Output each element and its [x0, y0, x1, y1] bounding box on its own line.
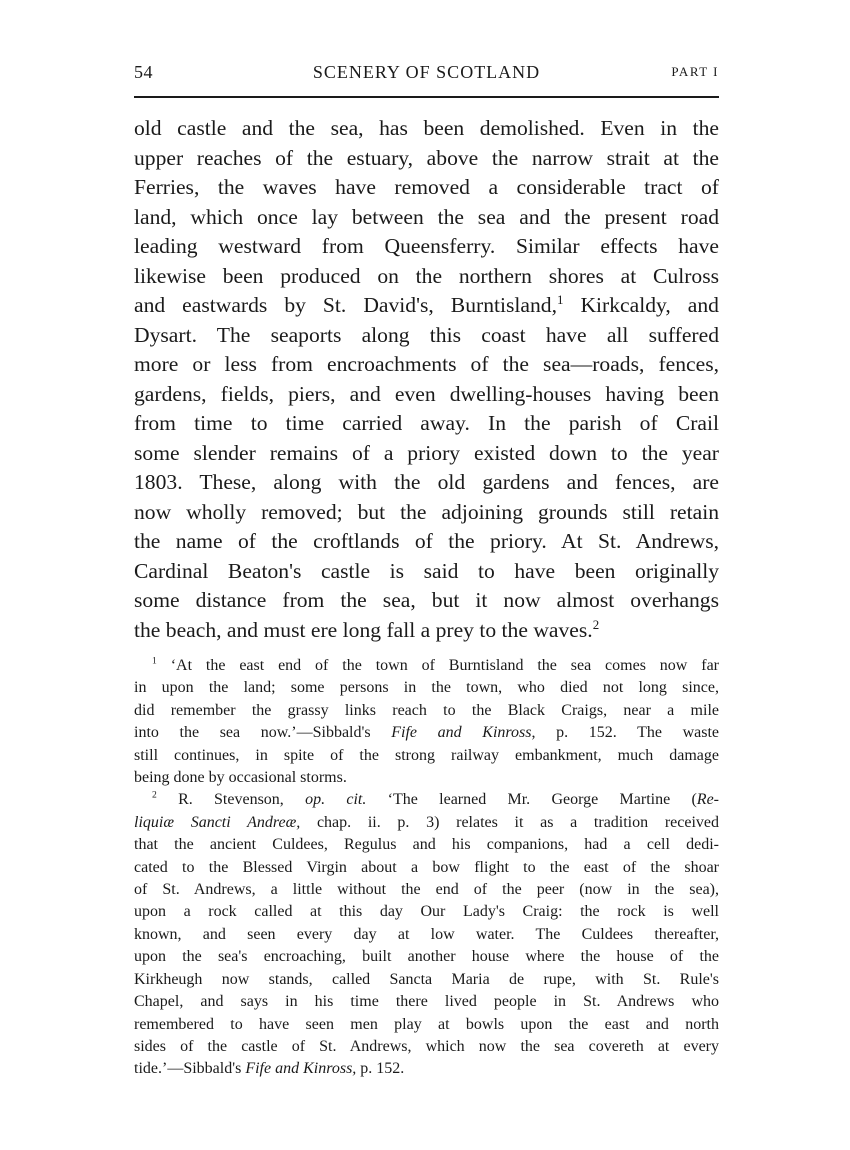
footnote-marker: 2: [152, 790, 157, 802]
running-title: SCENERY OF SCOTLAND: [312, 62, 541, 82]
body-line: Cardinal Beaton's castle is said to have been originally: [134, 558, 719, 583]
book-title: liquiæ Sancti Andreæ,: [134, 813, 301, 831]
body-line: Dysart. The seaports along this coast have all suffered: [134, 322, 719, 347]
footnote-text: chap. ii. p. 3) relates it as a tradition received: [300, 813, 719, 831]
footnote-line: [134, 1058, 719, 1080]
book-title: Re-: [696, 791, 719, 809]
book-title: Fife and Kinross: [391, 724, 532, 742]
footnote-line: upon a rock called at this day Our Lady's Craig: the rock is well: [134, 903, 719, 921]
body-line: upper reaches of the estuary, above the narrow strait at the: [134, 145, 719, 170]
body-line: some slender remains of a priory existed down to the year: [134, 440, 719, 465]
body-line: more or less from encroachments of the sea—roads, fences,: [134, 352, 719, 376]
footnote-2: [134, 789, 719, 1080]
footnote-line: sides of the castle of St. Andrews, which now the sea covereth at every: [134, 1037, 719, 1055]
body-line: gardens, fields, piers, and even dwelling-houses having been: [134, 381, 719, 406]
body-line: some distance from the sea, but it now almost overhangs: [134, 588, 719, 612]
footnote-text: , p. 152. The waste: [531, 724, 720, 742]
footnote-1: [134, 655, 719, 789]
body-line-text: Kirkcaldy, and: [563, 293, 719, 317]
footnote-line: [134, 655, 719, 677]
footnote-line: [134, 789, 719, 811]
footnote-line: cated to the Blessed Virgin about a bow flight to the east of the shoar: [134, 858, 719, 876]
footnote-line: Chapel, and says in his time there lived people in St. Andrews who: [134, 993, 719, 1011]
footnote-text: p. 152.: [356, 1060, 405, 1078]
footnote-text: ‘The learned Mr. George Martine (: [366, 791, 697, 809]
footnote-line: that the ancient Culdees, Regulus and his companions, had a cell dedi-: [134, 836, 719, 854]
footnote-line: still continues, in spite of the strong railway embankment, much damage: [134, 746, 719, 764]
footnote-line: did remember the grassy links reach to the Black Craigs, near a mile: [134, 701, 719, 719]
footnote-line: of St. Andrews, a little without the end of the peer (now in the sea),: [134, 881, 719, 899]
body-line: now wholly removed; but the adjoining grounds still retain: [134, 499, 719, 524]
body-line: [134, 291, 719, 321]
footnote-line: in upon the land; some persons in the town, who died not long since,: [134, 679, 719, 697]
body-line: leading westward from Queensferry. Similar effects have: [134, 234, 719, 258]
body-line: old castle and the sea, has been demolished. Even in the: [134, 116, 719, 140]
body-line-text: and eastwards by St. David's, Burntisland,: [134, 293, 557, 317]
footnote-line: [134, 812, 719, 834]
footnote-line: known, and seen every day at low water. The Culdees thereafter,: [134, 925, 719, 943]
footnote-ref-1: 1: [556, 291, 564, 307]
part-label: PART I: [671, 64, 719, 79]
body-line-text: the beach, and must ere long fall a prey to the waves.: [134, 617, 593, 642]
footnote-line: remembered to have seen men play at bowls upon the east and north: [134, 1015, 719, 1033]
body-line: [134, 616, 719, 646]
footnote-line: being done by occasional storms.: [134, 769, 347, 787]
footnote-marker: 1: [152, 655, 157, 667]
body-line: likewise been produced on the northern shores at Culross: [134, 263, 719, 288]
body-line: Ferries, the waves have removed a considerable tract of: [134, 175, 719, 199]
body-line: land, which once lay between the sea and the present road: [134, 204, 719, 229]
body-line: from time to time carried away. In the parish of Crail: [134, 411, 719, 435]
main-paragraph: [134, 114, 719, 645]
page-number: 54: [134, 62, 153, 82]
body-line: the name of the croftlands of the priory. At St. Andrews,: [134, 529, 719, 553]
footnote-line: [134, 722, 719, 744]
book-title: Fife and Kinross,: [245, 1060, 357, 1078]
footnote-text: tide.’—Sibbald's: [134, 1060, 246, 1078]
book-page: [134, 60, 719, 1081]
footnote-text: ‘At the east end of the town of Burntisland the sea comes now far: [170, 657, 720, 674]
footnote-text: R. Stevenson,: [178, 791, 306, 809]
citation-italic: op. cit.: [305, 791, 367, 809]
footnote-ref-2: 2: [592, 616, 600, 632]
footnote-text: into the sea now.’—Sibbald's: [134, 724, 371, 742]
body-line: 1803. These, along with the old gardens and fences, are: [134, 470, 719, 494]
footnotes: [134, 655, 719, 1081]
running-header: [134, 60, 719, 88]
header-rule: [134, 96, 719, 98]
footnote-line: Kirkheugh now stands, called Sancta Maria de rupe, with St. Rule's: [134, 970, 719, 988]
footnote-line: upon the sea's encroaching, built another house where the house of the: [134, 948, 719, 966]
